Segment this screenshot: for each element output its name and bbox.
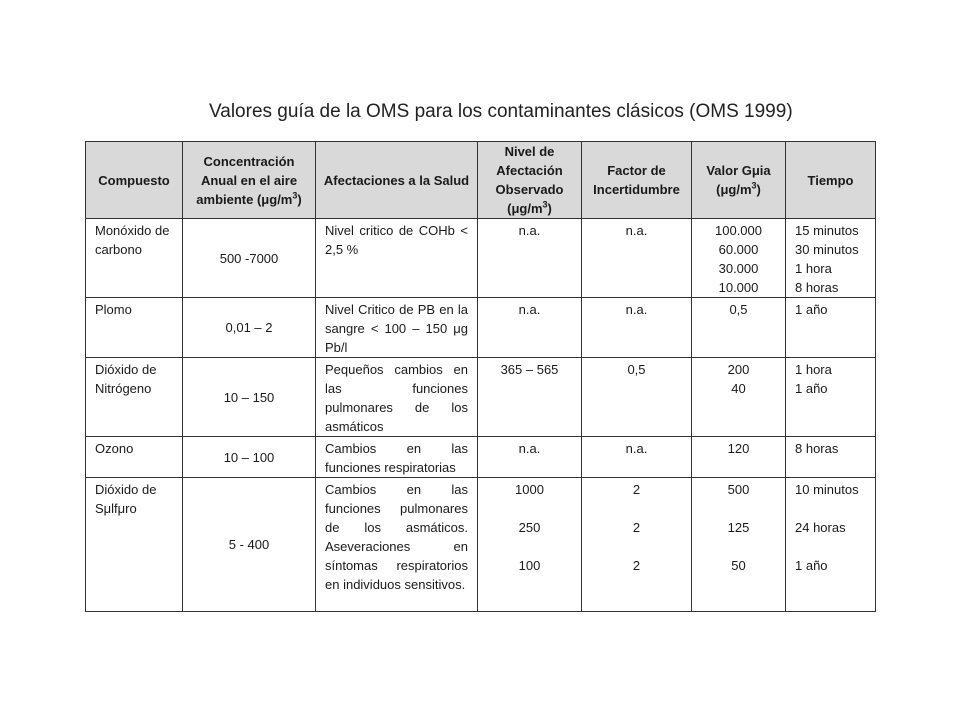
- header-compuesto: Compuesto: [86, 142, 183, 219]
- cell-compuesto: Monóxido de carbono: [86, 219, 183, 298]
- cell-tiempo: 8 horas: [786, 437, 876, 478]
- cell-valor: 100.000 60.000 30.000 10.000: [692, 219, 786, 298]
- cell-concentracion: 0,01 – 2: [183, 298, 316, 358]
- cell-valor: 0,5: [692, 298, 786, 358]
- cell-nivel: 365 – 565: [478, 358, 582, 437]
- cell-tiempo: 1 hora 1 año: [786, 358, 876, 437]
- guideline-values-table: [85, 141, 876, 612]
- cell-factor: n.a.: [582, 219, 692, 298]
- header-nivel: Nivel de Afectación Observado $(\mu g/m^3)$: [478, 142, 582, 219]
- cell-afectaciones: Nivel critico de COHb < 2,5 %: [316, 219, 478, 298]
- header-factor: Factor de Incertidumbre: [582, 142, 692, 219]
- cell-compuesto: Dióxido de Nitrógeno: [86, 358, 183, 437]
- table-row: [86, 437, 876, 478]
- header-afectaciones: Afectaciones a la Salud: [316, 142, 478, 219]
- table-row: [86, 219, 876, 298]
- cell-concentracion: 10 – 150: [183, 358, 316, 437]
- cell-valor: 500 125 50: [692, 478, 786, 612]
- cell-factor: 0,5: [582, 358, 692, 437]
- cell-tiempo: 1 año: [786, 298, 876, 358]
- cell-nivel: 1000 250 100: [478, 478, 582, 612]
- cell-concentracion: 10 – 100: [183, 437, 316, 478]
- cell-valor: 200 40: [692, 358, 786, 437]
- header-concentracion: Concentración Anual en el aire ambiente $(\mu g/m^3)$: [183, 142, 316, 219]
- cell-nivel: n.a.: [478, 298, 582, 358]
- table-row: [86, 298, 876, 358]
- cell-tiempo: 10 minutos 24 horas 1 año: [786, 478, 876, 612]
- header-tiempo: Tiempo: [786, 142, 876, 219]
- cell-afectaciones: Cambios en las funciones respiratorias: [316, 437, 478, 478]
- table-header-row: [86, 142, 876, 219]
- cell-nivel: n.a.: [478, 437, 582, 478]
- cell-afectaciones: Cambios en las funciones pulmonares de los asmáticos. Aseveraciones en síntomas respiratorios en individuos sensitivos.: [316, 478, 478, 612]
- cell-afectaciones: Pequeños cambios en las funciones pulmonares de los asmáticos: [316, 358, 478, 437]
- header-valor: Valor Gμia $(\mu g/m^3)$: [692, 142, 786, 219]
- cell-factor: 2 2 2: [582, 478, 692, 612]
- cell-valor: 120: [692, 437, 786, 478]
- cell-tiempo: 15 minutos 30 minutos 1 hora 8 horas: [786, 219, 876, 298]
- cell-factor: n.a.: [582, 437, 692, 478]
- cell-concentracion: 5 - 400: [183, 478, 316, 612]
- table-row: [86, 478, 876, 612]
- cell-afectaciones: Nivel Critico de PB en la sangre < 100 – 150 μg Pb/l: [316, 298, 478, 358]
- cell-compuesto: Ozono: [86, 437, 183, 478]
- document-title: Valores guía de la OMS para los contaminantes clásicos (OMS 1999): [209, 101, 793, 122]
- cell-compuesto: Plomo: [86, 298, 183, 358]
- cell-concentracion: 500 -7000: [183, 219, 316, 298]
- table-row: [86, 358, 876, 437]
- cell-nivel: n.a.: [478, 219, 582, 298]
- cell-factor: n.a.: [582, 298, 692, 358]
- cell-compuesto: Dióxido de Sμlfμro: [86, 478, 183, 612]
